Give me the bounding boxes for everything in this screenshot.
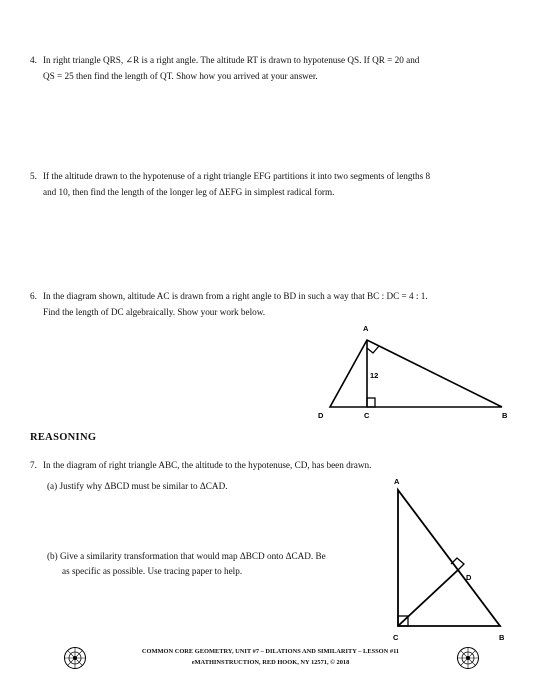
footer-line-1: COMMON CORE GEOMETRY, UNIT #7 – DILATIONS AND SIMILARITY – LESSON #11: [141, 648, 400, 655]
question-7-part-b-line-1: (b) Give a similarity transformation that would map ΔBCD onto ΔCAD. Be: [47, 551, 326, 561]
question-7: [30, 458, 520, 474]
question-number: 7.: [30, 460, 37, 470]
question-text-line-1: In the diagram of right triangle ABC, the altitude to the hypotenuse, CD, has been drawn.: [43, 460, 372, 470]
question-text-line-2: QS = 25 then find the length of QT. Show how you arrived at your answer.: [43, 71, 318, 81]
question-7-part-b-line-2: as specific as possible. Use tracing paper to help.: [62, 566, 243, 576]
question-text-line-1: If the altitude drawn to the hypotenuse of a right triangle EFG partitions it into two segments of lengths 8: [43, 171, 431, 181]
question-7-part-a: (a) Justify why ΔBCD must be similar to ΔCAD.: [47, 481, 228, 491]
question-text-line-2: Find the length of DC algebraically. Show your work below.: [43, 307, 266, 317]
question-text-line-1: In the diagram shown, altitude AC is drawn from a right angle to BD in such a way that BC : DC = 4 : 1.: [43, 291, 428, 301]
label-d: D: [318, 411, 324, 420]
q6-triangle-diagram: [312, 318, 522, 428]
altitude-cd: [398, 570, 458, 626]
question-text-line-1: In right triangle QRS, ∠R is a right angle. The altitude RT is drawn to hypotenuse QS. If QR = 20 and: [43, 55, 420, 65]
question-number: 4.: [30, 55, 37, 65]
decorative-seal-left-icon: [63, 646, 87, 670]
section-heading-reasoning: REASONING: [30, 432, 97, 443]
label-d: D: [466, 573, 472, 582]
triangle-adb: [330, 340, 502, 407]
label-c: C: [393, 633, 399, 642]
question-text-line-2: and 10, then find the length of the longer leg of ΔEFG in simplest radical form.: [43, 187, 335, 197]
footer-line-2: eMATHINSTRUCTION, RED HOOK, NY 12571, © 2018: [191, 659, 350, 666]
decorative-seal-right-icon: [456, 646, 480, 670]
q7-triangle-diagram: [378, 474, 518, 646]
label-a: A: [394, 477, 400, 486]
altitude-length-label: 12: [370, 371, 379, 380]
label-b: B: [502, 411, 508, 420]
question-6: [30, 289, 520, 321]
right-angle-mark-c: [367, 398, 375, 407]
triangle-abc: [398, 490, 500, 626]
label-b: B: [499, 633, 505, 642]
label-c: C: [364, 411, 370, 420]
question-5: [30, 169, 520, 201]
question-number: 6.: [30, 291, 37, 301]
question-4: [30, 53, 520, 85]
question-number: 5.: [30, 171, 37, 181]
label-a: A: [363, 324, 369, 333]
right-angle-mark-a: [367, 346, 379, 353]
